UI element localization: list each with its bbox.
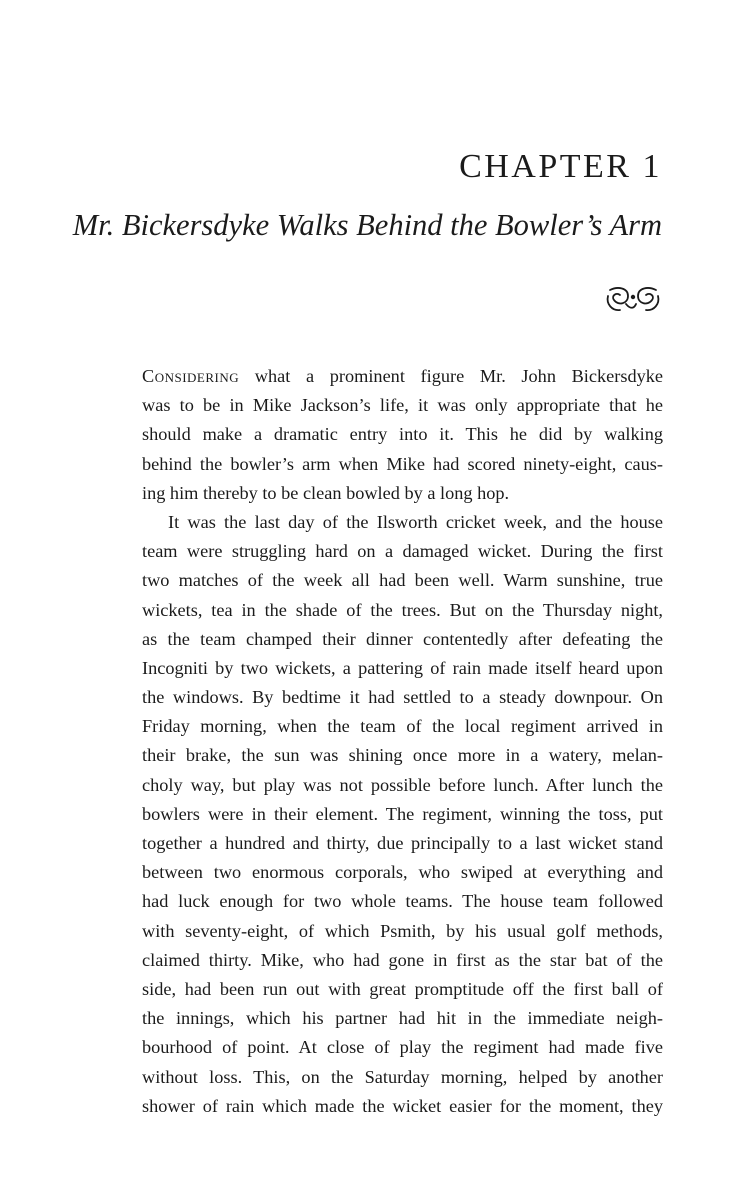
text-line: as the team champed their dinner contentedly after defeating the — [142, 628, 663, 649]
text-line: should make a dramatic entry into it. This he did by walking — [142, 424, 663, 445]
text-line: side, had been run out with great promptitude off the first ball of — [142, 978, 663, 999]
paragraph-1 — [142, 362, 663, 508]
text-line: was to be in Mike Jackson’s life, it was only appropriate that he — [142, 395, 663, 416]
text-line: Incogniti by two wickets, a pattering of rain made itself heard upon — [142, 657, 663, 678]
text-line: shower of rain which made the wicket easier for the moment, they — [142, 1095, 663, 1116]
text-line: bourhood of point. At close of play the regiment had made five — [142, 1037, 663, 1058]
text-line: It was the last day of the Ilsworth cricket week, and the house — [168, 511, 663, 532]
lead-word: Considering — [142, 366, 240, 386]
text-line: without loss. This, on the Saturday morning, helped by another — [142, 1066, 663, 1087]
text-line: Friday morning, when the team of the local regiment arrived in — [142, 716, 663, 737]
text-line: claimed thirty. Mike, who had gone in first as the star bat of the — [142, 949, 663, 970]
text-line: bowlers were in their element. The regiment, winning the toss, put — [142, 803, 663, 824]
text-line: Considering what a prominent figure Mr. John Bickersdyke — [142, 366, 663, 386]
text-line: the windows. By bedtime it had settled to a steady downpour. On — [142, 687, 663, 708]
text-line: with seventy-eight, of which Psmith, by his usual golf methods, — [142, 920, 663, 941]
text-line: together a hundred and thirty, due principally to a last wicket stand — [142, 833, 663, 853]
text-line: behind the bowler’s arm when Mike had scored ninety-eight, caus- — [142, 453, 663, 474]
text-line: had luck enough for two whole teams. The house team followed — [142, 891, 663, 912]
fleuron-ornament-icon — [604, 284, 662, 314]
paragraph-2 — [142, 508, 663, 1121]
text-line: wickets, tea in the shade of the trees. But on the Thursday night, — [142, 599, 663, 620]
text-line: two matches of the week all had been well. Warm sunshine, true — [142, 570, 663, 591]
text-line: the innings, which his partner had hit in the immediate neigh- — [142, 1008, 663, 1029]
text-line: their brake, the sun was shining once more in a watery, melan- — [142, 745, 663, 766]
text-line: ing him thereby to be clean bowled by a long hop. — [142, 482, 510, 503]
text-line: choly way, but play was not possible before lunch. After lunch the — [142, 774, 663, 795]
chapter-title: Mr. Bickersdyke Walks Behind the Bowler’s Arm — [72, 208, 662, 242]
chapter-body — [142, 362, 663, 1121]
text-line: team were struggling hard on a damaged wicket. During the first — [142, 541, 663, 562]
text-line: between two enormous corporals, who swiped at everything and — [142, 862, 663, 883]
chapter-heading: CHAPTER 1 — [459, 148, 662, 185]
